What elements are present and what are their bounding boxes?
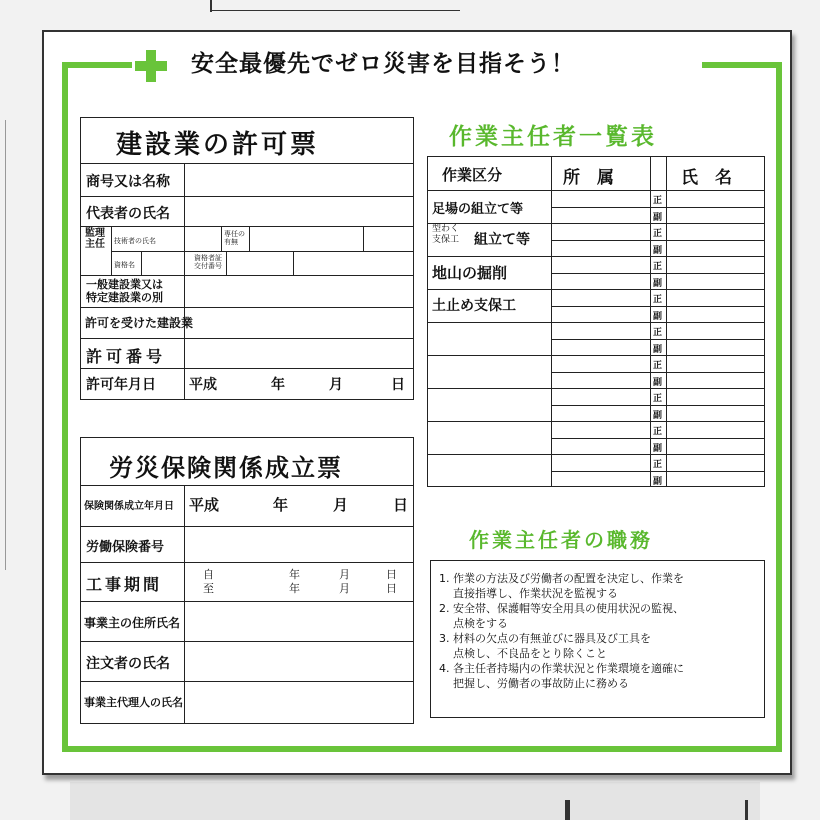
duty-item-4: 4. 各主任者持場内の作業状況と作業環境を適確に 把握し、労働者の事故防止に務める bbox=[439, 662, 684, 690]
frame-bottom bbox=[62, 746, 782, 752]
chief-list-table bbox=[427, 156, 765, 487]
row-split-line bbox=[551, 273, 764, 274]
row-split-line bbox=[551, 372, 764, 373]
permit-type-label: 一般建設業又は 特定建設業の別 bbox=[86, 278, 163, 304]
duty-item-1: 1. 作業の方法及び労働者の配置を決定し、作業を 直接指導し、作業状況を監視する bbox=[439, 572, 684, 600]
deputy-marker: 副 bbox=[653, 344, 663, 355]
frame-top-right bbox=[702, 62, 782, 68]
duties-title: 作業主任者の職務 bbox=[469, 528, 653, 552]
row-line bbox=[428, 355, 764, 356]
deputy-marker: 副 bbox=[653, 377, 663, 388]
duties-box bbox=[430, 560, 765, 718]
chief-list-title: 作業主任者一覧表 bbox=[449, 124, 657, 150]
category-scaffold: 足場の組立て等 bbox=[432, 202, 524, 217]
primary-marker: 正 bbox=[653, 460, 663, 470]
row-line bbox=[551, 223, 764, 224]
permit-date-era: 平成 bbox=[189, 377, 217, 393]
background-line bbox=[5, 120, 6, 570]
background-line bbox=[745, 800, 748, 820]
established-date-year: 年 bbox=[273, 496, 289, 514]
row-split-line bbox=[551, 405, 764, 406]
permit-date-day: 日 bbox=[391, 377, 405, 393]
category-line bbox=[428, 289, 551, 290]
row-line bbox=[428, 454, 764, 455]
period-label: 工事期間 bbox=[86, 575, 163, 594]
deputy-marker: 副 bbox=[653, 311, 663, 322]
deputy-marker: 副 bbox=[653, 443, 663, 454]
category-formwork: 型わく 支保工 bbox=[432, 224, 460, 245]
category-formwork-assembly: 組立て等 bbox=[474, 232, 530, 248]
period-from: 自 bbox=[203, 568, 214, 581]
primary-marker: 正 bbox=[653, 361, 663, 371]
row-split-line bbox=[551, 471, 764, 472]
established-date-month: 月 bbox=[333, 496, 349, 514]
frame-left bbox=[62, 62, 68, 752]
representative-label: 代表者の氏名 bbox=[86, 206, 170, 222]
frame-right bbox=[776, 62, 782, 752]
primary-marker: 正 bbox=[653, 295, 663, 305]
insurance-no-label: 労働保険番号 bbox=[86, 540, 165, 555]
duty-item-2: 2. 安全帯、保護帽等安全用具の使用状況の監視、 点検をする bbox=[439, 602, 684, 630]
category-earth-retaining: 土止め支保工 bbox=[432, 298, 516, 314]
row-line bbox=[428, 421, 764, 422]
primary-marker: 正 bbox=[653, 427, 663, 437]
period-to: 至 bbox=[203, 582, 214, 595]
primary-marker: 正 bbox=[653, 328, 663, 338]
insurance-title: 労災保険関係成立票 bbox=[109, 453, 343, 482]
row-line bbox=[551, 289, 764, 290]
period-from-day: 日 bbox=[386, 568, 397, 581]
category-line bbox=[428, 322, 551, 323]
period-from-month: 月 bbox=[339, 568, 350, 581]
category-excavation: 地山の掘削 bbox=[432, 264, 508, 282]
permit-date-month: 月 bbox=[329, 377, 343, 393]
period-to-month: 月 bbox=[339, 582, 350, 595]
supervisor-label: 監理 主任 bbox=[85, 228, 105, 250]
permitted-business-label: 許可を受けた建設業 bbox=[85, 316, 194, 330]
background-line bbox=[565, 800, 570, 820]
deputy-marker: 副 bbox=[653, 212, 663, 223]
agent-label: 事業主代理人の氏名 bbox=[84, 696, 183, 709]
signboard bbox=[42, 30, 792, 775]
deputy-marker: 副 bbox=[653, 245, 663, 256]
full-time-label: 専任の有無 bbox=[224, 230, 245, 246]
period-from-year: 年 bbox=[289, 568, 300, 581]
primary-marker: 正 bbox=[653, 394, 663, 404]
frame-top-left bbox=[62, 62, 132, 68]
name-header: 氏 名 bbox=[681, 168, 732, 188]
primary-marker: 正 bbox=[653, 229, 663, 239]
cert-no-label: 資格者証交付番号 bbox=[194, 254, 222, 270]
permit-no-label: 許可番号 bbox=[86, 347, 167, 366]
qualification-label: 資格名 bbox=[114, 261, 135, 269]
row-split-line bbox=[551, 207, 764, 208]
period-to-year: 年 bbox=[289, 582, 300, 595]
duty-item-3: 3. 材料の欠点の有無並びに器具及び工具を 点検し、不良品をとり除くこと bbox=[439, 632, 651, 660]
permit-title: 建設業の許可票 bbox=[116, 130, 320, 160]
established-date-day: 日 bbox=[393, 496, 409, 514]
permit-date-label: 許可年月日 bbox=[86, 377, 156, 393]
period-to-day: 日 bbox=[386, 582, 397, 595]
row-line bbox=[551, 256, 764, 257]
row-split-line bbox=[551, 306, 764, 307]
deputy-marker: 副 bbox=[653, 278, 663, 289]
orderer-label: 注文者の氏名 bbox=[86, 656, 170, 672]
category-line bbox=[428, 256, 551, 257]
permit-table bbox=[80, 117, 414, 400]
category-header: 作業区分 bbox=[442, 166, 503, 184]
slogan: 安全最優先でゼロ災害を目指そう！ bbox=[191, 51, 575, 77]
primary-marker: 正 bbox=[653, 196, 663, 206]
insurance-table bbox=[80, 437, 414, 724]
affiliation-header: 所 属 bbox=[563, 168, 614, 188]
deputy-marker: 副 bbox=[653, 410, 663, 421]
trade-name-label: 商号又は名称 bbox=[86, 174, 170, 190]
safety-cross-icon-bar bbox=[135, 61, 167, 71]
row-split-line bbox=[551, 240, 764, 241]
background-line bbox=[210, 10, 460, 11]
permit-date-year: 年 bbox=[271, 377, 285, 393]
row-split-line bbox=[551, 438, 764, 439]
employer-label: 事業主の住所氏名 bbox=[84, 616, 181, 630]
established-date-era: 平成 bbox=[189, 496, 220, 514]
engineer-name-label: 技術者の氏名 bbox=[114, 237, 156, 245]
background-panel bbox=[70, 782, 760, 820]
deputy-marker: 副 bbox=[653, 476, 663, 487]
established-date-label: 保険関係成立年月日 bbox=[84, 501, 174, 512]
row-line bbox=[428, 388, 764, 389]
row-split-line bbox=[551, 339, 764, 340]
primary-marker: 正 bbox=[653, 262, 663, 272]
